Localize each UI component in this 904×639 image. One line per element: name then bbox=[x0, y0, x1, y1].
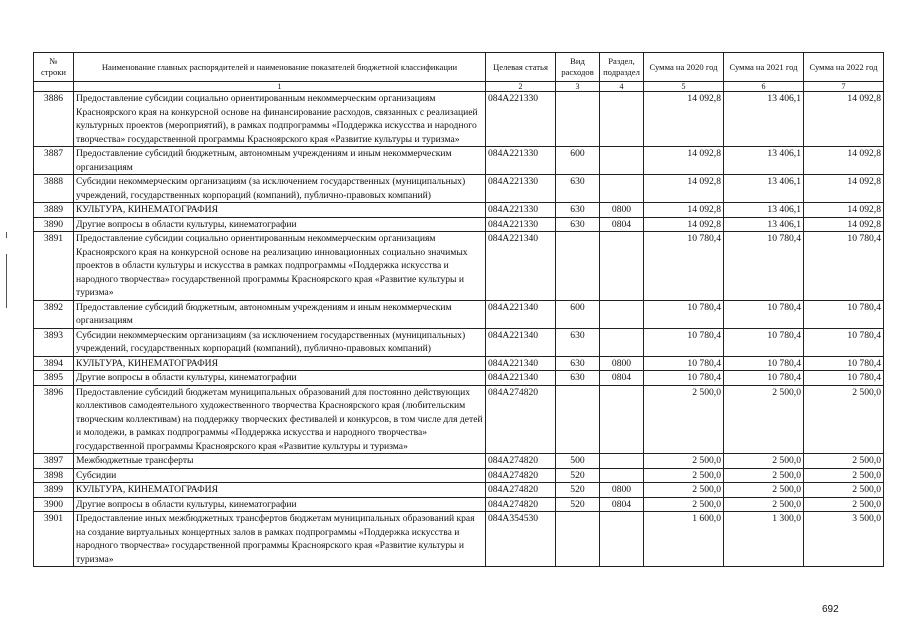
table-row bbox=[34, 217, 884, 232]
table-row bbox=[34, 512, 884, 567]
column-number: 7 bbox=[804, 82, 884, 92]
column-number-row bbox=[34, 82, 884, 92]
row-sum-2021: 2 500,0 bbox=[724, 468, 804, 483]
row-number: 3895 bbox=[34, 371, 74, 386]
table-row bbox=[34, 232, 884, 301]
row-exp-type bbox=[556, 92, 600, 147]
table-row bbox=[34, 92, 884, 147]
row-sum-2021: 13 406,1 bbox=[724, 92, 804, 147]
row-exp-type: 520 bbox=[556, 497, 600, 512]
column-number: 6 bbox=[724, 82, 804, 92]
row-sum-2021: 2 500,0 bbox=[724, 497, 804, 512]
table-row bbox=[34, 328, 884, 356]
header-row-no: № строки bbox=[34, 53, 74, 82]
row-sum-2022: 3 500,0 bbox=[804, 512, 884, 567]
table-row bbox=[34, 371, 884, 386]
row-exp-type: 500 bbox=[556, 454, 600, 469]
row-number: 3901 bbox=[34, 512, 74, 567]
row-sum-2020: 14 092,8 bbox=[644, 217, 724, 232]
row-target: 084A221340 bbox=[486, 232, 556, 301]
row-sum-2022: 10 780,4 bbox=[804, 232, 884, 301]
row-sum-2021: 1 300,0 bbox=[724, 512, 804, 567]
row-name: Предоставление субсидий бюджетным, автономным учреждениям и иным некоммерческим организациям bbox=[74, 147, 486, 175]
row-exp-type: 630 bbox=[556, 217, 600, 232]
margin-marks bbox=[6, 224, 8, 314]
table-row bbox=[34, 483, 884, 498]
row-section: 0800 bbox=[600, 483, 644, 498]
header-sum-2020: Сумма на 2020 год bbox=[644, 53, 724, 82]
row-sum-2022: 10 780,4 bbox=[804, 300, 884, 328]
row-sum-2021: 2 500,0 bbox=[724, 483, 804, 498]
row-name: Предоставление субсидии социально ориентированным некоммерческим организациям Красноярского края на конкурсной основе на реализацию инновационных социально значимых проектов в области культуры и искусства в рамках подпрограммы «Поддержка искусства и народного творчества» государственной программы Красноярского края «Развитие культуры и туризма» bbox=[74, 232, 486, 301]
row-target: 084A221330 bbox=[486, 92, 556, 147]
row-exp-type: 520 bbox=[556, 468, 600, 483]
row-number: 3899 bbox=[34, 483, 74, 498]
row-name: Другие вопросы в области культуры, кинематографии bbox=[74, 217, 486, 232]
row-name: Предоставление субсидий бюджетам муниципальных образований для постоянно действующих коллективов самодеятельного художественного творчества Красноярского края (любительским творческим коллективам) на поддержку творческих фестивалей и конкурсов, в том числе для детей и молодежи, в рамках подпрограммы «Поддержка искусства и народного творчества» государственной программы Красноярского края «Развитие культуры и туризма» bbox=[74, 385, 486, 454]
row-section: 0804 bbox=[600, 217, 644, 232]
row-sum-2020: 2 500,0 bbox=[644, 483, 724, 498]
column-number: 1 bbox=[74, 82, 486, 92]
row-sum-2020: 14 092,8 bbox=[644, 147, 724, 175]
row-name: Субсидии некоммерческим организациям (за исключением государственных (муниципальных) учреждений, государственных корпораций (компаний), публично-правовых компаний) bbox=[74, 328, 486, 356]
column-number: 5 bbox=[644, 82, 724, 92]
row-target: 084A221330 bbox=[486, 175, 556, 203]
row-sum-2021: 10 780,4 bbox=[724, 356, 804, 371]
row-target: 084A221340 bbox=[486, 328, 556, 356]
table-row bbox=[34, 454, 884, 469]
row-exp-type: 520 bbox=[556, 483, 600, 498]
row-number: 3891 bbox=[34, 232, 74, 301]
row-number: 3889 bbox=[34, 203, 74, 218]
row-sum-2020: 2 500,0 bbox=[644, 468, 724, 483]
row-target: 084A274820 bbox=[486, 454, 556, 469]
row-number: 3888 bbox=[34, 175, 74, 203]
row-sum-2022: 10 780,4 bbox=[804, 328, 884, 356]
header-target: Целевая статья bbox=[486, 53, 556, 82]
row-number: 3900 bbox=[34, 497, 74, 512]
column-number: 2 bbox=[486, 82, 556, 92]
row-sum-2022: 14 092,8 bbox=[804, 203, 884, 218]
row-sum-2022: 14 092,8 bbox=[804, 175, 884, 203]
row-sum-2020: 14 092,8 bbox=[644, 203, 724, 218]
row-section bbox=[600, 385, 644, 454]
header-section: Раздел, подраздел bbox=[600, 53, 644, 82]
row-target: 084A221340 bbox=[486, 371, 556, 386]
row-number: 3886 bbox=[34, 92, 74, 147]
row-sum-2021: 10 780,4 bbox=[724, 232, 804, 301]
header-sum-2022: Сумма на 2022 год bbox=[804, 53, 884, 82]
row-exp-type: 630 bbox=[556, 203, 600, 218]
row-exp-type: 630 bbox=[556, 371, 600, 386]
row-sum-2021: 13 406,1 bbox=[724, 147, 804, 175]
row-number: 3892 bbox=[34, 300, 74, 328]
column-number: 3 bbox=[556, 82, 600, 92]
row-name: Предоставление субсидий бюджетным, автономным учреждениям и иным некоммерческим организациям bbox=[74, 300, 486, 328]
row-section bbox=[600, 92, 644, 147]
column-number: 4 bbox=[600, 82, 644, 92]
row-section bbox=[600, 512, 644, 567]
row-sum-2020: 10 780,4 bbox=[644, 232, 724, 301]
row-target: 084A274820 bbox=[486, 497, 556, 512]
row-name: КУЛЬТУРА, КИНЕМАТОГРАФИЯ bbox=[74, 356, 486, 371]
row-sum-2021: 2 500,0 bbox=[724, 454, 804, 469]
row-exp-type: 630 bbox=[556, 328, 600, 356]
row-target: 084A221330 bbox=[486, 217, 556, 232]
row-sum-2020: 14 092,8 bbox=[644, 175, 724, 203]
row-exp-type bbox=[556, 512, 600, 567]
row-name: Межбюджетные трансферты bbox=[74, 454, 486, 469]
row-name: Другие вопросы в области культуры, кинематографии bbox=[74, 497, 486, 512]
row-target: 084A221340 bbox=[486, 356, 556, 371]
row-sum-2020: 10 780,4 bbox=[644, 371, 724, 386]
row-name: Субсидии некоммерческим организациям (за исключением государственных (муниципальных) учреждений, государственных корпораций (компаний), публично-правовых компаний) bbox=[74, 175, 486, 203]
header-name: Наименование главных распорядителей и наименование показателей бюджетной классификации bbox=[74, 53, 486, 82]
row-sum-2020: 1 600,0 bbox=[644, 512, 724, 567]
row-sum-2021: 10 780,4 bbox=[724, 328, 804, 356]
row-sum-2020: 10 780,4 bbox=[644, 300, 724, 328]
row-section bbox=[600, 328, 644, 356]
row-sum-2022: 14 092,8 bbox=[804, 92, 884, 147]
row-sum-2021: 13 406,1 bbox=[724, 203, 804, 218]
row-number: 3893 bbox=[34, 328, 74, 356]
row-target: 084A354530 bbox=[486, 512, 556, 567]
table-row bbox=[34, 356, 884, 371]
row-sum-2020: 2 500,0 bbox=[644, 454, 724, 469]
row-target: 084A221340 bbox=[486, 300, 556, 328]
row-target: 084A274820 bbox=[486, 483, 556, 498]
row-sum-2020: 2 500,0 bbox=[644, 385, 724, 454]
header-sum-2021: Сумма на 2021 год bbox=[724, 53, 804, 82]
row-section bbox=[600, 175, 644, 203]
row-section: 0804 bbox=[600, 497, 644, 512]
table-row bbox=[34, 147, 884, 175]
row-sum-2020: 2 500,0 bbox=[644, 497, 724, 512]
row-number: 3894 bbox=[34, 356, 74, 371]
row-exp-type: 600 bbox=[556, 300, 600, 328]
page-number: 692 bbox=[822, 604, 839, 615]
row-target: 084A274820 bbox=[486, 468, 556, 483]
row-section bbox=[600, 468, 644, 483]
row-sum-2021: 13 406,1 bbox=[724, 217, 804, 232]
table-row bbox=[34, 203, 884, 218]
row-sum-2022: 2 500,0 bbox=[804, 385, 884, 454]
row-name: Субсидии bbox=[74, 468, 486, 483]
row-section: 0800 bbox=[600, 203, 644, 218]
row-sum-2021: 2 500,0 bbox=[724, 385, 804, 454]
row-sum-2020: 14 092,8 bbox=[644, 92, 724, 147]
table-row bbox=[34, 497, 884, 512]
row-sum-2022: 14 092,8 bbox=[804, 217, 884, 232]
row-number: 3890 bbox=[34, 217, 74, 232]
row-sum-2022: 10 780,4 bbox=[804, 371, 884, 386]
row-exp-type: 600 bbox=[556, 147, 600, 175]
row-section bbox=[600, 147, 644, 175]
row-exp-type: 630 bbox=[556, 356, 600, 371]
row-exp-type bbox=[556, 385, 600, 454]
row-name: КУЛЬТУРА, КИНЕМАТОГРАФИЯ bbox=[74, 203, 486, 218]
row-exp-type bbox=[556, 232, 600, 301]
row-target: 084A274820 bbox=[486, 385, 556, 454]
row-name: КУЛЬТУРА, КИНЕМАТОГРАФИЯ bbox=[74, 483, 486, 498]
row-section bbox=[600, 232, 644, 301]
table-row bbox=[34, 468, 884, 483]
table-row bbox=[34, 385, 884, 454]
row-sum-2021: 10 780,4 bbox=[724, 371, 804, 386]
row-name: Другие вопросы в области культуры, кинематографии bbox=[74, 371, 486, 386]
header-exp-type: Вид расходов bbox=[556, 53, 600, 82]
row-sum-2022: 14 092,8 bbox=[804, 147, 884, 175]
row-sum-2020: 10 780,4 bbox=[644, 328, 724, 356]
row-exp-type: 630 bbox=[556, 175, 600, 203]
row-sum-2021: 13 406,1 bbox=[724, 175, 804, 203]
row-sum-2022: 2 500,0 bbox=[804, 454, 884, 469]
row-number: 3887 bbox=[34, 147, 74, 175]
row-section: 0804 bbox=[600, 371, 644, 386]
budget-table bbox=[33, 52, 884, 567]
row-sum-2022: 10 780,4 bbox=[804, 356, 884, 371]
row-target: 084A221330 bbox=[486, 203, 556, 218]
table-row bbox=[34, 175, 884, 203]
column-number-blank bbox=[34, 82, 74, 92]
row-number: 3897 bbox=[34, 454, 74, 469]
row-sum-2022: 2 500,0 bbox=[804, 497, 884, 512]
row-number: 3898 bbox=[34, 468, 74, 483]
row-number: 3896 bbox=[34, 385, 74, 454]
row-name: Предоставление иных межбюджетных трансфертов бюджетам муниципальных образований края на создание виртуальных концертных залов в рамках подпрограммы «Поддержка искусства и народного творчества» государственной программы Красноярского края «Развитие культуры и туризма» bbox=[74, 512, 486, 567]
row-section bbox=[600, 300, 644, 328]
row-sum-2022: 2 500,0 bbox=[804, 468, 884, 483]
row-section: 0800 bbox=[600, 356, 644, 371]
header-row bbox=[34, 53, 884, 82]
table-row bbox=[34, 300, 884, 328]
row-sum-2022: 2 500,0 bbox=[804, 483, 884, 498]
row-sum-2020: 10 780,4 bbox=[644, 356, 724, 371]
row-target: 084A221330 bbox=[486, 147, 556, 175]
row-sum-2021: 10 780,4 bbox=[724, 300, 804, 328]
row-name: Предоставление субсидии социально ориентированным некоммерческим организациям Красноярского края на конкурсной основе на финансирование расходов, связанных с реализацией культурных проектов (мероприятий), в рамках подпрограммы «Поддержка искусства и народного творчества» государственной программы Красноярского края «Развитие культуры и туризма» bbox=[74, 92, 486, 147]
row-section bbox=[600, 454, 644, 469]
